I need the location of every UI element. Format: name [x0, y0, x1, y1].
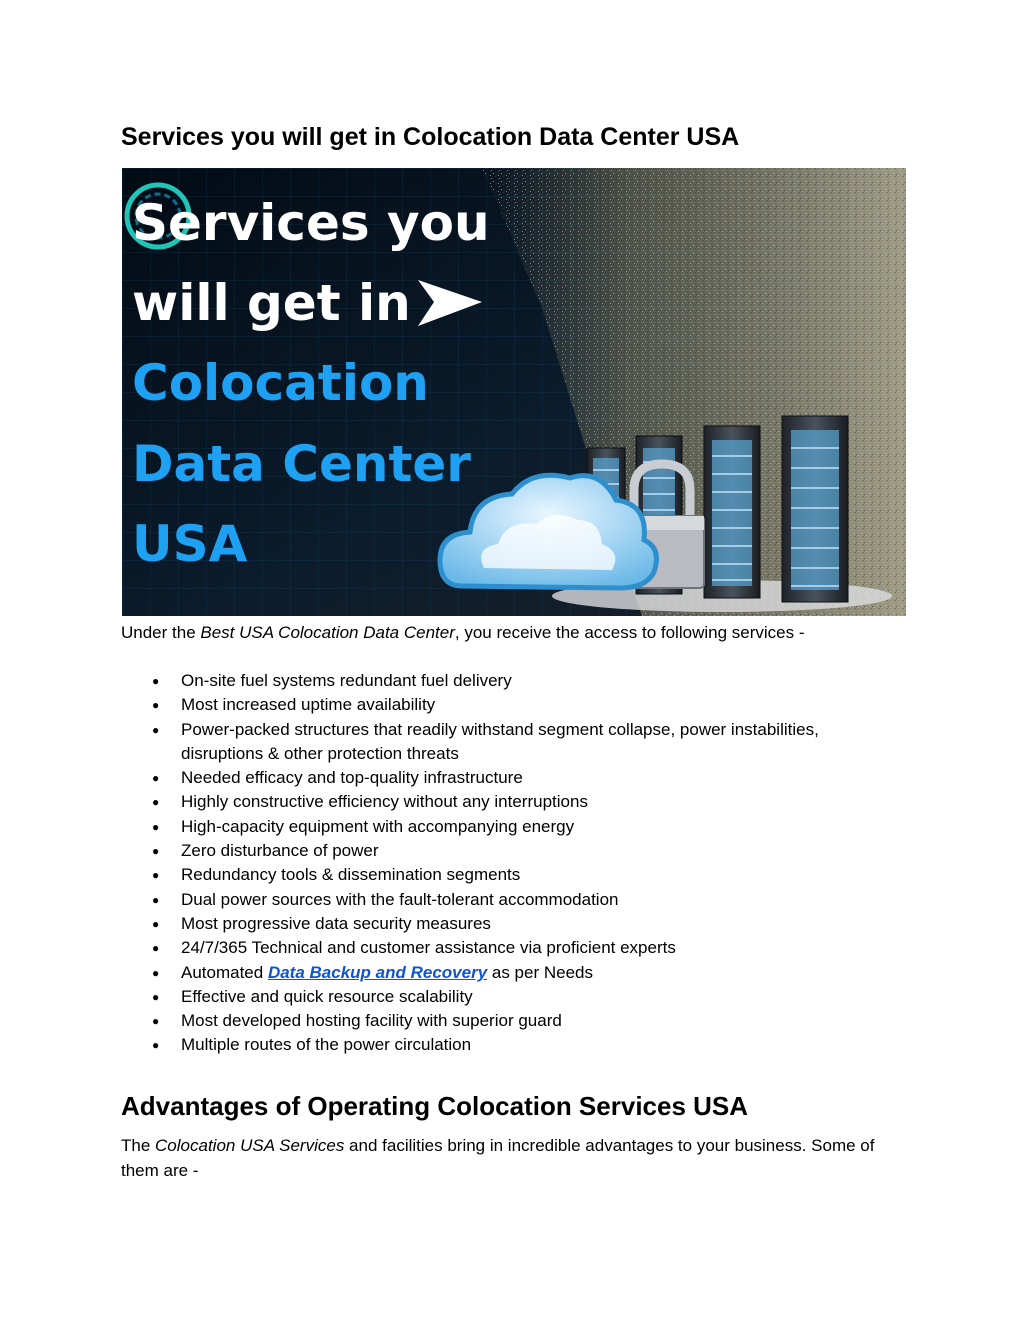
- bullet-icon: ●: [152, 868, 160, 883]
- list-item: ● 24/7/365 Technical and customer assistance via proficient experts: [152, 936, 892, 960]
- services-list: [152, 669, 892, 1058]
- banner-line-3: Colocation: [132, 354, 429, 412]
- bullet-icon: ●: [152, 916, 160, 931]
- bullet-icon: ●: [152, 771, 160, 786]
- list-item: ● Zero disturbance of power: [152, 839, 892, 863]
- bullet-icon: ●: [152, 989, 160, 1004]
- bullet-icon: ●: [152, 819, 160, 834]
- bullet-icon: ●: [152, 698, 160, 713]
- section-heading-advantages: Advantages of Operating Colocation Services USA: [121, 1091, 749, 1121]
- list-item: ● Most developed hosting facility with superior guard: [152, 1009, 892, 1033]
- list-item: ● Multiple routes of the power circulation: [152, 1033, 892, 1057]
- list-item: ● On-site fuel systems redundant fuel delivery: [152, 669, 892, 693]
- data-backup-link[interactable]: Data Backup and Recovery: [267, 962, 488, 982]
- bullet-icon: ●: [152, 844, 160, 859]
- banner-image: [122, 168, 906, 616]
- list-item: ● Needed efficacy and top-quality infrastructure: [152, 766, 892, 790]
- banner-line-4: Data Center: [132, 435, 471, 493]
- bullet-icon: ●: [152, 892, 160, 907]
- intro-emphasis: Best USA Colocation Data Center: [200, 623, 455, 642]
- intro-text-end: , you receive the access to following services -: [454, 623, 805, 642]
- bullet-icon: ●: [152, 722, 160, 737]
- list-item-backup: ● Automated Data Backup and Recovery as per Needs: [152, 961, 892, 985]
- list-item: ● Dual power sources with the fault-tolerant accommodation: [152, 888, 892, 912]
- intro-paragraph: [121, 621, 805, 646]
- bullet-icon: ●: [152, 941, 160, 956]
- list-item: ● Highly constructive efficiency without any interruptions: [152, 790, 892, 814]
- list-item: ● High-capacity equipment with accompanying energy: [152, 815, 892, 839]
- bullet-icon: ●: [152, 965, 160, 980]
- advantages-paragraph: [121, 1134, 881, 1183]
- section-heading-services: Services you will get in Colocation Data Center USA: [121, 123, 740, 151]
- bullet-icon: ●: [152, 674, 160, 688]
- advantages-text-start: The: [121, 1136, 156, 1155]
- list-item: ● Most progressive data security measures: [152, 912, 892, 936]
- bullet-icon: ●: [152, 1038, 160, 1053]
- advantages-emphasis: Colocation USA Services: [155, 1136, 345, 1155]
- intro-text-start: Under the: [121, 623, 201, 642]
- banner-line-5: USA: [132, 515, 248, 573]
- list-item: ● Power-packed structures that readily withstand segment collapse, power instabilities, disruptions & other protection threats: [152, 719, 819, 763]
- advantages-text-end: and facilities bring in incredible advantages to your business. Some of them are -: [121, 1136, 875, 1180]
- list-item: ● Redundancy tools & dissemination segments: [152, 863, 892, 887]
- list-item: ● Effective and quick resource scalability: [152, 985, 892, 1009]
- list-item: ● Most increased uptime availability: [152, 693, 892, 717]
- bullet-icon: ●: [152, 1014, 160, 1029]
- banner-line-1: Services you: [132, 194, 490, 252]
- banner-line-2: will get in: [132, 274, 411, 332]
- bullet-icon: ●: [152, 795, 160, 810]
